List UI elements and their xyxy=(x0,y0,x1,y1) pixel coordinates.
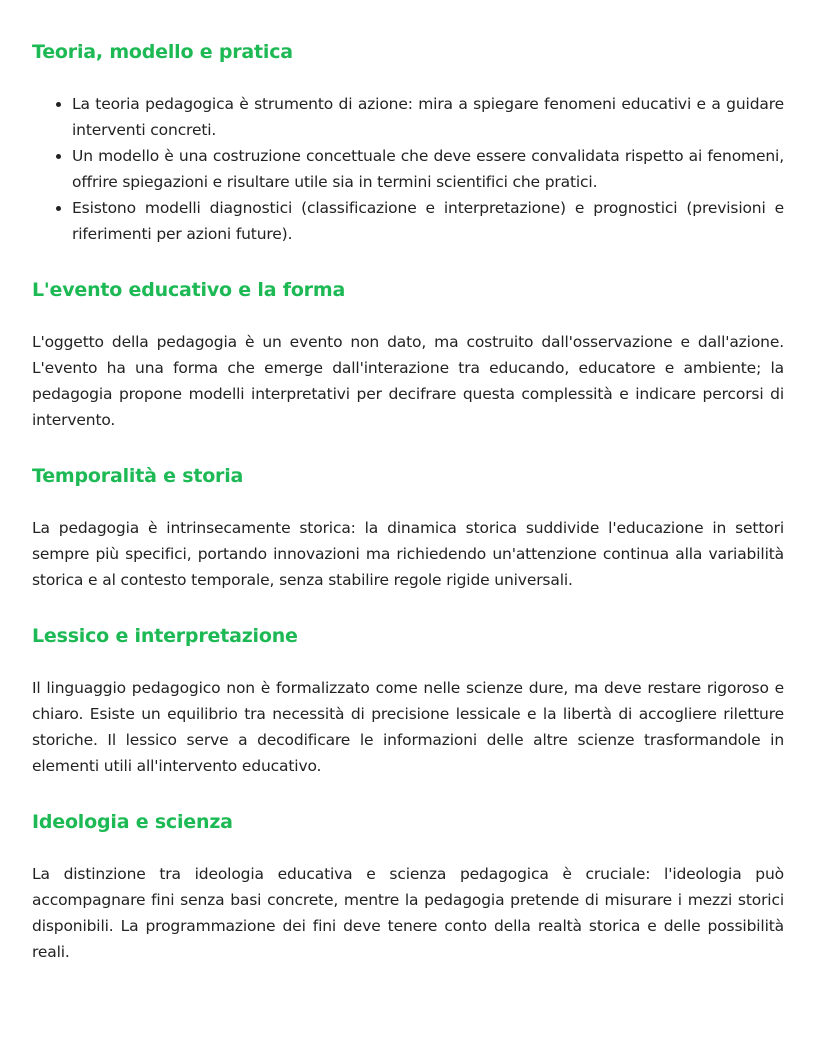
section-paragraph: La pedagogia è intrinsecamente storica: la dinamica storica suddivide l'educazione in settori sempre più specifici, portando innovazioni ma richiedendo un'attenzione continua alla variabilità storica e al contesto temporale, senza stabilire regole rigide universali. xyxy=(32,519,784,589)
bullet-list xyxy=(32,91,784,247)
section-heading: Temporalità e storia xyxy=(32,465,244,487)
list-item: • Esistono modelli diagnostici (classificazione e interpretazione) e prognostici (previsioni e riferimenti per azioni future). xyxy=(72,195,784,247)
section-heading: Teoria, modello e pratica xyxy=(32,41,293,63)
section-temporalita-storia xyxy=(32,461,784,593)
section-heading: Lessico e interpretazione xyxy=(32,625,298,647)
section-heading: L'evento educativo e la forma xyxy=(32,279,346,301)
section-evento-educativo xyxy=(32,275,784,433)
section-paragraph: Il linguaggio pedagogico non è formalizzato come nelle scienze dure, ma deve restare rigoroso e chiaro. Esiste un equilibrio tra necessità di precisione lessicale e la libertà di accogliere riletture storiche. Il lessico serve a decodificare le informazioni delle altre scienze trasformandole in elementi utili all'intervento educativo. xyxy=(32,679,784,775)
section-lessico-interpretazione xyxy=(32,621,784,779)
section-ideologia-scienza xyxy=(32,807,784,965)
section-heading: Ideologia e scienza xyxy=(32,811,233,833)
section-paragraph: La distinzione tra ideologia educativa e scienza pedagogica è cruciale: l'ideologia può accompagnare fini senza basi concrete, mentre la pedagogia pretende di misurare i mezzi storici disponibili. La programmazione dei fini deve tenere conto della realtà storica e delle possibilità reali. xyxy=(32,865,784,961)
section-teoria-modello-pratica xyxy=(32,37,784,247)
list-item: • Un modello è una costruzione concettuale che deve essere convalidata rispetto ai fenomeni, offrire spiegazioni e risultare utile sia in termini scientifici che pratici. xyxy=(72,143,784,195)
section-paragraph: L'oggetto della pedagogia è un evento non dato, ma costruito dall'osservazione e dall'azione. L'evento ha una forma che emerge dall'interazione tra educando, educatore e ambiente; la pedagogia propone modelli interpretativi per decifrare questa complessità e indicare percorsi di intervento. xyxy=(32,333,784,429)
list-item: • La teoria pedagogica è strumento di azione: mira a spiegare fenomeni educativi e a guidare interventi concreti. xyxy=(72,91,784,143)
